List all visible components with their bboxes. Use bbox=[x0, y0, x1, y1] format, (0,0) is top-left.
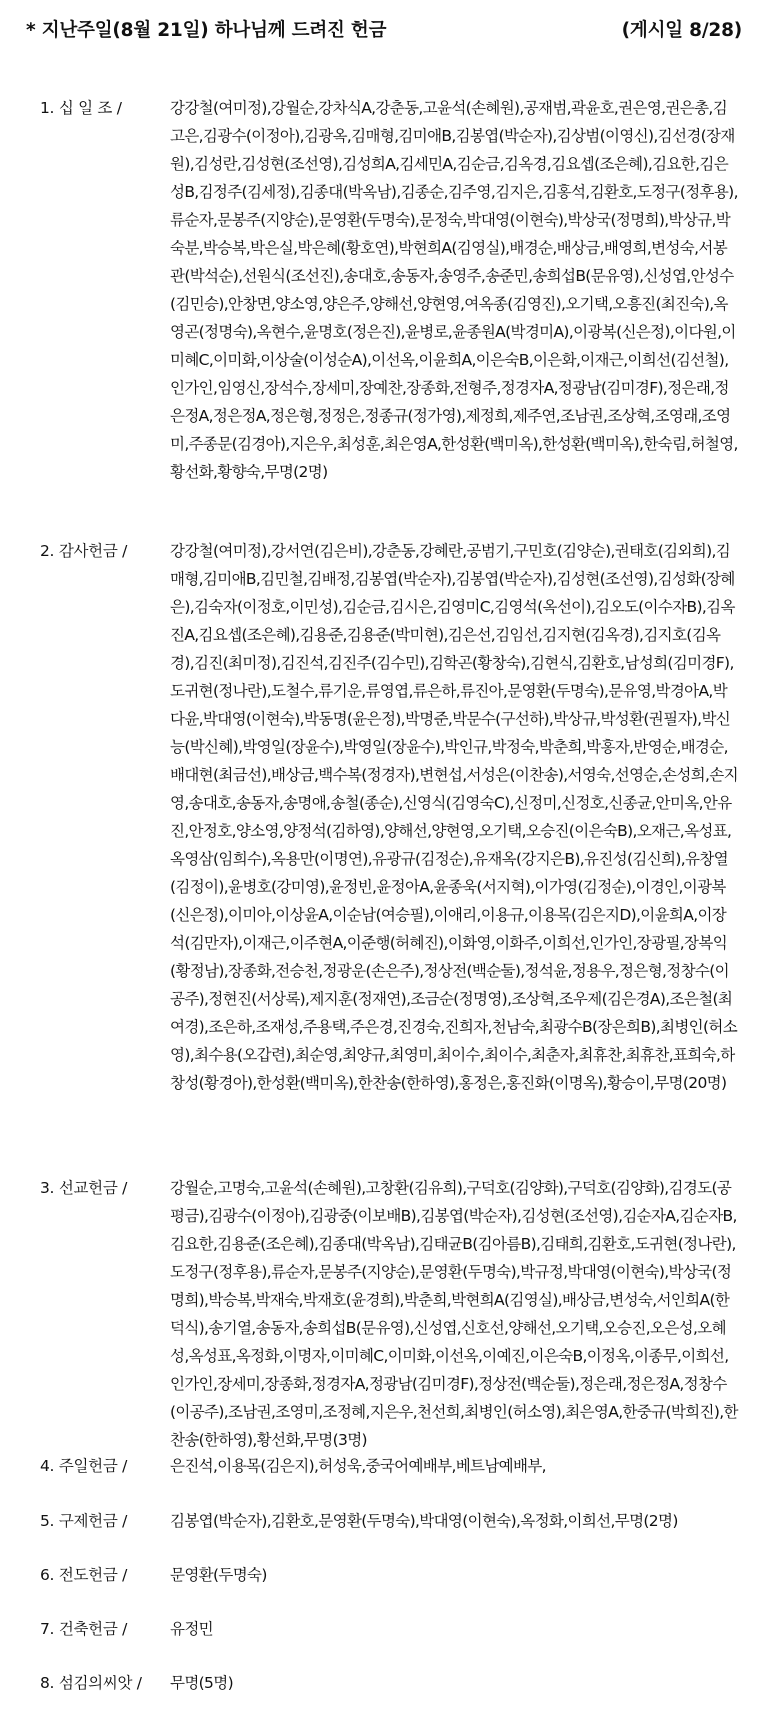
section-names: 강월순,고명숙,고윤석(손혜원),고창환(김유희),구덕호(김양화),구덕호(김양화),김경도(공평금),김광수(이정아),김광중(이보배B),김봉엽(박순자),김성현(조선영),김순자A,김순자B,김요한,김용준(조은혜),김종대(박옥남),김태균B(김아름B),김태희,김환호,도귀현(정나란),도정구(정후용),류순자,문봉주(지양순),문영환(두명숙),박규정,박대영(이현숙),박상국(정명희),박승복,박재숙,박재호(윤경희),박춘희,박현희A(김영실),배상금,변성숙,서인희A(한덕식),송기열,송동자,송희섭B(문유영),신성엽,신호선,양해선,오기택,오승진,오은성,오혜성,옥성표,옥정화,이명자,이미혜C,이미화,이선옥,이예진,이은숙B,이정옥,이종무,이희선,인가인,장세미,장종화,정경자A,정광남(김미경F),정상전(백순둘),정은래,정은정A,정창수(이공주),조남권,조영미,조정혜,지은우,천선희,최병인(허소영),최은영A,한중규(박희진),한찬송(한하영),황선화,무명(3명) bbox=[170, 1179, 738, 1449]
section-label: 3. 선교헌금 / bbox=[40, 1179, 128, 1197]
section-label: 1. 십 일 조 / bbox=[40, 99, 122, 117]
posted-date: (게시일 8/28) bbox=[621, 20, 742, 41]
page-header bbox=[26, 16, 742, 40]
section-label: 5. 구제헌금 / bbox=[40, 1512, 128, 1530]
section-names: 유정민 bbox=[170, 1620, 213, 1638]
section-label: 6. 전도헌금 / bbox=[40, 1566, 128, 1584]
section-names: 김봉엽(박순자),김환호,문영환(두명숙),박대영(이현숙),옥정화,이희선,무명(2명) bbox=[170, 1512, 678, 1530]
section-names: 은진석,이용목(김은지),허성욱,중국어예배부,베트남예배부, bbox=[170, 1457, 546, 1475]
section-label: 2. 감사헌금 / bbox=[40, 542, 128, 560]
section-names: 무명(5명) bbox=[170, 1674, 233, 1692]
section-names: 강강철(여미정),강월순,강차식A,강춘동,고윤석(손혜원),공재범,곽윤호,권은영,권은총,김고은,김광수(이정아),김광옥,김매형,김미애B,김봉엽(박순자),김상범(이영신),김선경(장재원),김성란,김성현(조선영),김성희A,김세민A,김순금,김옥경,김요셉(조은혜),김요한,김은성B,김정주(김세정),김종대(박옥남),김종순,김주영,김지은,김홍석,김환호,도정구(정후용),류순자,문봉주(지양순),문영환(두명숙),문정숙,박대영(이현숙),박상국(정명희),박상규,박숙분,박승복,박은실,박은혜(황호연),박현희A(김영실),배경순,배상금,배영희,변성숙,서봉관(박석순),선원식(조선진),송대호,송동자,송영주,송준민,송희섭B(문유영),신성엽,안성수(김민승),안창면,양소영,양은주,양해선,양현영,여옥종(김영진),오기택,오흥진(최진숙),옥영곤(정명숙),옥현수,윤명호(정은진),윤병로,윤종원A(박경미A),이광복(신은정),이다원,이미혜C,이미화,이상술(이성순A),이선옥,이윤희A,이은숙B,이은화,이재근,이희선(김선철),인가인,임영신,장석수,장세미,장예찬,장종화,전형주,정경자A,정광남(김미경F),정은래,정은정A,정은정A,정은형,정정은,정종규(정가영),제정희,제주연,조남권,조상혁,조영래,조영미,주종문(김경아),지은우,최성훈,최은영A,한성환(백미옥),한성환(백미옥),한숙림,허철영,황선화,황향숙,무명(2명) bbox=[170, 99, 738, 481]
section-names: 강강철(여미정),강서연(김은비),강춘동,강혜란,공범기,구민호(김양순),권태호(김외희),김매형,김미애B,김민철,김배정,김봉엽(박순자),김봉엽(박순자),김성현(조선영),김성화(장혜은),김숙자(이정호,이민성),김순금,김시은,김영미C,김영석(옥선이),김오도(이수자B),김옥진A,김요셉(조은혜),김용준,김용준(박미현),김은선,김임선,김지현(김옥경),김지호(김옥경),김진(최미정),김진석,김진주(김수민),김학곤(황창숙),김현식,김환호,남성희(김미경F),도귀현(정나란),도철수,류기운,류영엽,류은하,류진아,문영환(두명숙),문유영,박경아A,박다윤,박대영(이현숙),박동명(윤은정),박명준,박문수(구선하),박상규,박성환(권필자),박신능(박신혜),박영일(장윤수),박영일(장윤수),박인규,박정숙,박춘희,박홍자,반영순,배경순,배대현(최금선),배상금,백수복(정경자),변현섭,서성은(이찬송),서영숙,선영순,손성희,손지영,송대호,송동자,송명애,송철(종순),신영식(김영숙C),신정미,신정호,신종균,안미옥,안유진,안정호,양소영,양정석(김하영),양해선,양현영,오기택,오승진(이은숙B),오재근,옥성표,옥영삼(임희수),옥용만(이명연),유광규(김정순),유재옥(강지은B),유진성(김신희),유창열(김정이),윤병호(강미영),윤정빈,윤정아A,윤종욱(서지혁),이가영(김정순),이경인,이광복(신은정),이미아,이상윤A,이순남(여승필),이애리,이용규,이용목(김은지D),이윤희A,이장석(김만자),이재근,이주현A,이준행(허혜진),이화영,이화주,이희선,인가인,장광필,장복익(황정남),장종화,전승천,정광운(손은주),정상전(백순둘),정석윤,정용우,정은형,정창수(이공주),정현진(서상록),제지훈(정재연),조금순(정명영),조상혁,조우제(김은경A),조은철(최여경),조은하,조재성,주용택,주은경,진경숙,진희자,천남숙,최광수B(장은희B),최병인(허소영),최수용(오갑련),최순영,최양규,최영미,최이수,최이수,최춘자,최휴찬,최휴찬,표희숙,하창성(황경아),한성환(백미옥),한찬송(한하영),홍정은,홍진화(이명옥),황승이,무명(20명) bbox=[170, 542, 738, 1092]
section-names: 문영환(두명숙) bbox=[170, 1566, 267, 1584]
section-label: 7. 건축헌금 / bbox=[40, 1620, 128, 1638]
section-label: 4. 주일헌금 / bbox=[40, 1457, 128, 1475]
page-title: * 지난주일(8월 21일) 하나님께 드려진 헌금 bbox=[26, 20, 387, 41]
section-label: 8. 섬김의씨앗 / bbox=[40, 1674, 142, 1692]
